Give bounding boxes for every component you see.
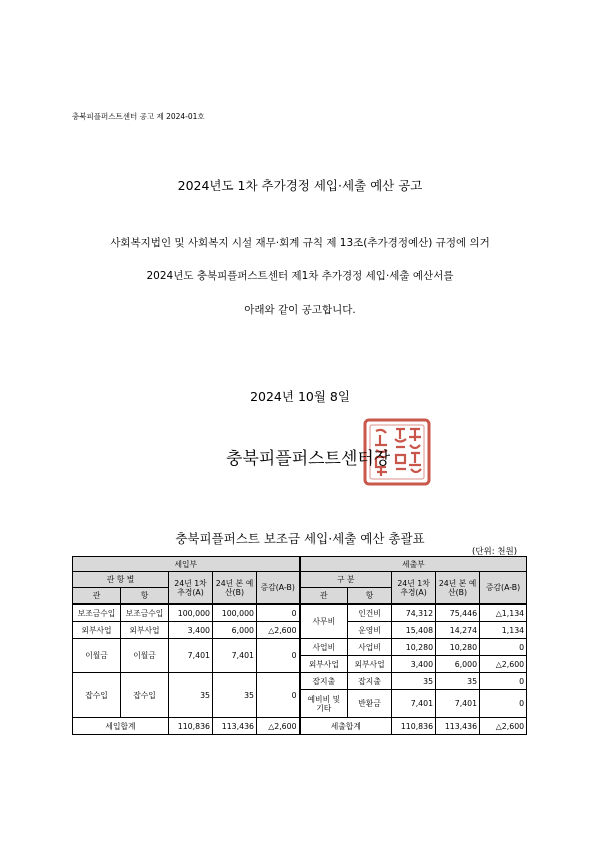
main-header: 24년 본 예산(B) <box>436 572 480 605</box>
expense-total-diff: △2,600 <box>480 718 527 735</box>
revenue-diff: 0 <box>257 639 300 673</box>
body-line-2: 2024년도 충북피플퍼스트센터 제1차 추가경정 세입·세출 예산서를 <box>146 270 454 282</box>
revenue-main: 7,401 <box>213 639 257 673</box>
category-header: 구 분 <box>300 572 392 588</box>
revenue-supp: 7,401 <box>169 639 213 673</box>
expense-diff: △2,600 <box>480 656 527 673</box>
expense-hang: 사업비 <box>348 639 392 656</box>
expense-diff: 1,134 <box>480 622 527 639</box>
expense-main: 14,274 <box>436 622 480 639</box>
expense-gwan: 사업비 <box>300 639 348 656</box>
expense-gwan: 외부사업 <box>300 656 348 673</box>
expense-gwan: 잡지출 <box>300 673 348 690</box>
revenue-gwan: 외부사업 <box>73 622 121 639</box>
hang-header: 항 <box>348 588 392 605</box>
revenue-gwan: 보조금수입 <box>73 604 121 622</box>
revenue-main: 6,000 <box>213 622 257 639</box>
revenue-main: 100,000 <box>213 604 257 622</box>
revenue-gwan: 잡수입 <box>73 673 121 718</box>
revenue-header: 세입부 <box>73 557 300 572</box>
expense-hang: 외부사업 <box>348 656 392 673</box>
expense-total-supp: 110,836 <box>392 718 436 735</box>
expense-supp: 3,400 <box>392 656 436 673</box>
expense-main: 35 <box>436 673 480 690</box>
organization-name: 충북피플퍼스트센터장 <box>226 449 391 469</box>
expense-hang: 반환금 <box>348 690 392 718</box>
budget-summary-table <box>72 556 527 735</box>
gwan-header: 관 <box>73 588 121 605</box>
revenue-diff: 0 <box>257 673 300 718</box>
expense-total-label: 세출합계 <box>300 718 392 735</box>
revenue-diff: △2,600 <box>257 622 300 639</box>
expense-main: 75,446 <box>436 604 480 622</box>
revenue-hang: 보조금수입 <box>121 604 169 622</box>
diff-header: 증감(A-B) <box>480 572 527 605</box>
table-title: 충북피플퍼스트 보조금 세입·세출 예산 총괄표 <box>175 531 425 546</box>
expense-supp: 35 <box>392 673 436 690</box>
revenue-total-main: 113,436 <box>213 718 257 735</box>
revenue-hang: 잡수입 <box>121 673 169 718</box>
hang-header: 항 <box>121 588 169 605</box>
revenue-hang: 이월금 <box>121 639 169 673</box>
expense-diff: △1,134 <box>480 604 527 622</box>
revenue-hang: 외부사업 <box>121 622 169 639</box>
document-number: 충북피플퍼스트센터 공고 제 2024-01호 <box>72 112 205 121</box>
revenue-main: 35 <box>213 673 257 718</box>
revenue-diff: 0 <box>257 604 300 622</box>
main-header: 24년 본 예산(B) <box>213 572 257 605</box>
body-line-3: 아래와 같이 공고합니다. <box>244 304 356 316</box>
supp-header: 24년 1차추경(A) <box>169 572 213 605</box>
expense-total-main: 113,436 <box>436 718 480 735</box>
unit-label: (단위: 천원) <box>472 547 518 557</box>
revenue-total-diff: △2,600 <box>257 718 300 735</box>
revenue-supp: 100,000 <box>169 604 213 622</box>
expense-diff: 0 <box>480 673 527 690</box>
revenue-supp: 35 <box>169 673 213 718</box>
expense-diff: 0 <box>480 639 527 656</box>
revenue-gwan: 이월금 <box>73 639 121 673</box>
account-header: 관 항 별 <box>73 572 169 588</box>
expense-gwan: 사무비 <box>300 604 348 639</box>
expense-main: 7,401 <box>436 690 480 718</box>
revenue-total-supp: 110,836 <box>169 718 213 735</box>
expense-supp: 74,312 <box>392 604 436 622</box>
expense-hang: 운영비 <box>348 622 392 639</box>
expense-hang: 잡지출 <box>348 673 392 690</box>
supp-header: 24년 1차추경(A) <box>392 572 436 605</box>
body-line-1: 사회복지법인 및 사회복지 시설 재무·회계 규칙 제 13조(추가경정예산) 규정에 의거 <box>110 237 490 249</box>
expense-main: 10,280 <box>436 639 480 656</box>
expense-header: 세출부 <box>300 557 527 572</box>
expense-gwan: 예비비 및 기타 <box>300 690 348 718</box>
page-title: 2024년도 1차 추가경정 세입·세출 예산 공고 <box>177 178 423 193</box>
expense-diff: 0 <box>480 690 527 718</box>
revenue-total-label: 세입합계 <box>73 718 169 735</box>
diff-header: 증감(A-B) <box>257 572 300 605</box>
gwan-header: 관 <box>300 588 348 605</box>
expense-hang: 인건비 <box>348 604 392 622</box>
expense-supp: 10,280 <box>392 639 436 656</box>
announcement-date: 2024년 10월 8일 <box>250 389 350 404</box>
expense-main: 6,000 <box>436 656 480 673</box>
expense-supp: 15,408 <box>392 622 436 639</box>
expense-supp: 7,401 <box>392 690 436 718</box>
revenue-supp: 3,400 <box>169 622 213 639</box>
